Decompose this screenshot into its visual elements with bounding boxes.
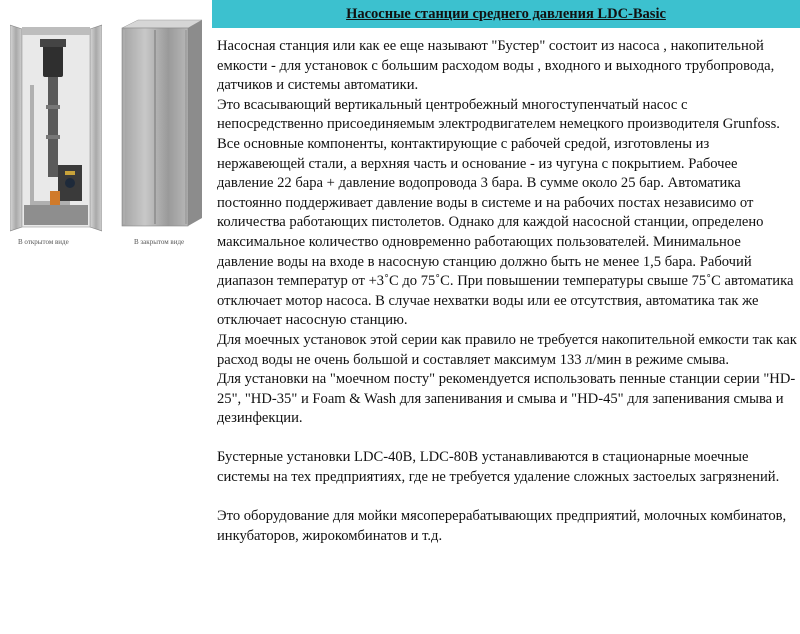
paragraph-booster-models: Бустерные установки LDC-40B, LDC-80B устанавливаются в стационарные моечные системы на тех предприятиях, где не требуется удаление сложных застоелых загрязнений.: [217, 449, 780, 486]
paragraph-intro: Насосная станция или как ее еще называют "Бустер" состоит из насоса , накопительной емкости - для установок с большим расходом воды , входного и выходного трубопровода, датчиков и системы автоматики.: [217, 38, 775, 94]
pump-station-open-image: [10, 15, 102, 233]
paragraph-applications: Это оборудование для мойки мясоперерабатывающих предприятий, молочных комбинатов, инкубаторов, жирокомбинатов и т.д.: [217, 508, 787, 544]
title-bar: [212, 0, 800, 28]
closed-view-caption: В закрытом виде: [134, 238, 185, 246]
pump-station-closed-image: [118, 18, 202, 230]
page-title: Насосные станции среднего давления LDC-Basic: [346, 5, 666, 22]
spacer: [217, 429, 797, 449]
description-text: [217, 37, 797, 546]
open-view-caption: В открытом виде: [18, 238, 69, 246]
paragraph-foam-stations: Для установки на "моечном посту" рекомендуется использовать пенные станции серии "HD-25", "HD-35" и Foam & Wash для запенивания и смыва и "HD-45" для запенивания смыва и дезинфекции.: [217, 371, 796, 427]
paragraph-pump-details: Это всасывающий вертикальный центробежный многоступенчатый насос с непосредственно присоединяемым электродвигателем немецкого производителя Grunfoss. Все основные компоненты, контактирующие с рабочей средой, изготовлены из нержавеющей стали, а верхняя часть и основание - из чугуна с покрытием. Рабочее давление 22 бара + давление водопровода 3 бара. В сумме около 25 бар. Автоматика постоянно поддерживает давление воды в системе и на рабочих постах независимо от количества работающих пистолетов. Однако для каждой насосной станции, определено максимальное количество одновременно работающих пользователей. Минимальное давление воды на входе в насосную станцию должно быть не менее 1,5 бара. Рабочий диапазон температур от +3˚С до 75˚С. При повышении температуры свыше 75˚С автоматика отключает мотор насоса. В случае нехватки воды или ее отсутствия, автоматика так же отключает насосную станцию.: [217, 96, 794, 329]
product-images-panel: [0, 0, 212, 634]
paragraph-tank-note: Для моечных установок этой серии как правило не требуется накопительной емкости так как расход воды не очень большой и составляет максимум 133 л/мин в режиме смыва.: [217, 331, 797, 368]
spacer: [217, 488, 797, 508]
